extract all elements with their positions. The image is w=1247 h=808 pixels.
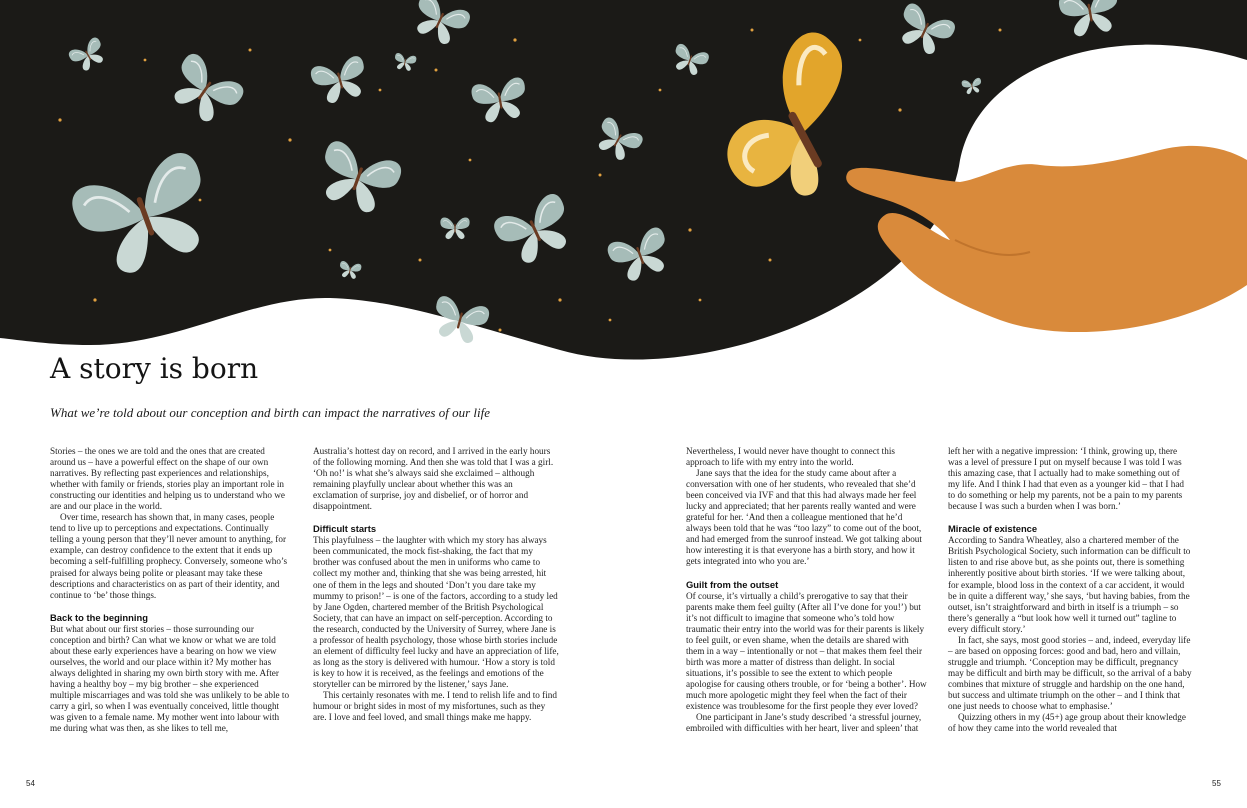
paragraph: left her with a negative impression: ‘I think, growing up, there was a level of pressure I put on myself because I was told I was this amazing case, that I actually had to make something out of my life. And I think I had that even as a younger kid – that I had to do something or help my parents, not be a pain to my parents because I was such a burden when I was born.’	[948, 446, 1185, 512]
paragraph: In fact, she says, most good stories – and, indeed, everyday life – are based on opposing forces: good and bad, hero and villain, struggle and triumph. ‘Conception may be difficult, pregnancy may be difficult and birth may be difficult, so the arrival of a baby combines that mixture of struggle and hardship on the one hand, but success and ultimate triumph on the other – and I think that one just needs to choose what to emphasise.’	[948, 634, 1192, 712]
page-number-right: 55	[1212, 779, 1221, 788]
body-column-1	[50, 446, 290, 734]
paragraph: Jane says that the idea for the study came about after a conversation with one of her students, who revealed that she’d been conceived via IVF and that this had always made her feel lucky and appreciated; that her parents really wanted and were grateful for her. ‘And then a colleague mentioned that he’d always been told that he was “too lazy” to come out of the boot, and had emerged from the sunroof instead. We got talking about how interesting it is that everyone has a birth story, and how it gets integrated into who you are.’	[686, 468, 922, 567]
paragraph: Of course, it’s virtually a child’s prerogative to say that their parents make them feel guilty (After all I’ve done for you!’) but it’s not difficult to imagine that someone who’s told how traumatic their entry into the world was for their parents is likely to feel guilt, or even shame, when the details are shared with them in a way – intentionally or not – that makes them feel their birth was more a matter of distress than delight. In social situations, it’s possible to see the extent to which people apologise for causing others trouble, or for ‘being a bother’. How much more apologetic might they feel when the fact of their existence was troublesome for the first people they ever loved?	[686, 590, 927, 712]
paragraph: Nevertheless, I would never have thought to connect this approach to life with my entry into the world.	[686, 446, 895, 468]
paragraph: One participant in Jane’s study described ‘a stressful journey, embroiled with difficulties with her heart, liver and spleen’ that	[686, 712, 922, 734]
body-column-3	[686, 446, 928, 734]
subheading: Miracle of existence	[948, 523, 1038, 535]
paragraph: Over time, research has shown that, in many cases, people tend to live up to perceptions and expectations. Continually telling a young person that they’ll never amount to anything, for example, can destroy confidence to the extent that it ends up becoming a self-fulfilling prophecy. Conversely, someone who’s praised for always being polite or pleasant may take these descriptions and characteristics on as part of their identity, and continue to ‘be’ those things.	[50, 512, 288, 600]
paragraph: Quizzing others in my (45+) age group about their knowledge of how they came into the world revealed that	[948, 712, 1186, 734]
body-column-4	[948, 446, 1192, 734]
paragraph: Stories – the ones we are told and the ones that are created around us – have a powerful effect on the shape of our own narratives. By reflecting past experiences and relationships, whether with family or friends, stories play an important role in constructing our identities and helping us to understand who we are and our place in the world.	[50, 446, 286, 512]
body-column-2	[313, 446, 559, 723]
paragraph: Australia’s hottest day on record, and I arrived in the early hours of the following morning. And then she was told that I was a girl. ‘Oh no!’ is what she’s always said she exclaimed – although remaining playfully unclear about whether this was an exclamation of surprise, joy and disbelief, or of horror and disappointment.	[313, 446, 554, 512]
paragraph: This playfulness – the laughter with which my story has always been communicated, the mock fist-shaking, the fact that my brother was confused about the men in uniforms who came to collect my mother and, thinking that she was being arrested, hit one of them in the legs and shouted ‘Don’t you dare take my mummy to prison!’ – is one of the factors, according to a study led by Jane Ogden, chartered member of the British Psychological Society, that can have an impact on self-perception. According to the research, conducted by the University of Surrey, where Jane is a professor of health psychology, those whose birth stories include an element of difficulty feel lucky and have an appreciation of life, as long as the story is delivered with humour. ‘How a story is told is key to how it is received, as the feelings and emotions of the storyteller can be mirrored by the listener,’ says Jane.	[313, 535, 559, 689]
page-number-left: 54	[26, 779, 35, 788]
subheading: Back to the beginning	[50, 611, 148, 623]
paragraph: This certainly resonates with me. I tend to relish life and to find humour or bright sides in most of my misfortunes, such as they are. I love and feel loved, and small things make me happy.	[313, 689, 557, 723]
article-standfirst: What we’re told about our conception and birth can impact the narratives of our life	[50, 405, 491, 420]
hand	[846, 146, 1247, 332]
paragraph: But what about our first stories – those surrounding our conception and birth? Can what we know or what we are told about these early experiences have a bearing on how we view ourselves, the world and our place within it? My mother has always delighted in sharing my own birth story with me. After having a healthy boy – my big brother – she experienced multiple miscarriages and was told she was unlikely to be able to carry a girl, so when I was eventually conceived, little thought was given to a female name. My mother went into labour with me during what was then, as she likes to tell me,	[50, 623, 290, 734]
paragraph: According to Sandra Wheatley, also a chartered member of the British Psychological Society, such information can be difficult to listen to and rise above but, as she points out, there is something inherently positive about birth stories. ‘If we were talking about, for example, blood loss in the context of a car accident, it would be in quite a different way,’ she says, ‘but having babies, from the outset, isn’t straightforward and birth in itself is a triumph – so there’s generally a “but look how well it turned out” tagline to every difficult story.’	[948, 535, 1191, 634]
subheading: Difficult starts	[313, 523, 377, 535]
article-title: A story is born	[50, 352, 259, 385]
subheading: Guilt from the outset	[686, 578, 779, 590]
